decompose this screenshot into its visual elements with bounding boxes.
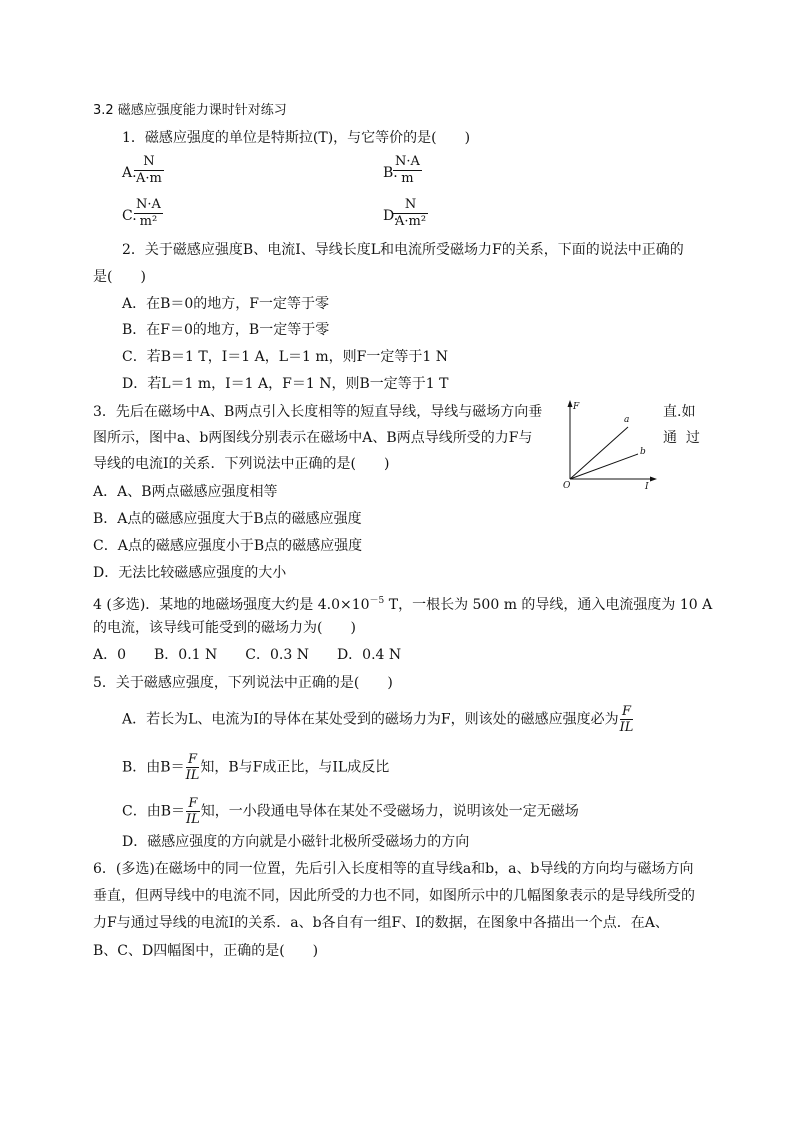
q2-stem-line1: 2．关于磁感应强度B、电流I、导线长度L和电流所受磁场力F的关系，下面的说法中正确的 <box>122 242 684 258</box>
q2-option-d: D．若L＝1 m，I＝1 A，F＝1 N，则B一定等于1 T <box>122 376 449 392</box>
q5-c-frac-num: F <box>188 796 198 811</box>
q2-option-c: C．若B＝1 T，I＝1 A，L＝1 m，则F一定等于1 N <box>122 349 448 365</box>
q5-b-frac-num: F <box>187 752 197 767</box>
q3-graph-line-a-label: a <box>624 415 630 425</box>
q2-option-a: A．在B＝0的地方，F一定等于零 <box>122 296 330 312</box>
q3-stem-line2: 图所示，图中a、b两图线分别表示在磁场中A、B两点导线所受的力F与 <box>93 430 533 446</box>
q1-c-denominator: m² <box>134 213 163 230</box>
q4-stem-line1-pre: 4 (多选)．某地的地磁场强度大约是 4.0×10 <box>93 597 370 613</box>
q5-option-c-post: 知，一小段通电导体在某处不受磁场力，说明该处一定无磁场 <box>200 803 579 820</box>
q1-option-c-label: C. <box>122 208 137 224</box>
q3-graph-line-a <box>570 427 628 479</box>
q5-option-c-pre: C．由B＝ <box>122 803 185 820</box>
q3-graph-y-arrow <box>568 400 573 407</box>
q4-exponent: －5 <box>369 596 385 606</box>
q1-option-b-fraction <box>393 154 422 187</box>
q4-stem-line2: 的电流，该导线可能受到的磁场力为( ) <box>93 620 356 636</box>
q6-stem-line1: 6．(多选)在磁场中的同一位置，先后引入长度相等的直导线a和b，a、b导线的方向均与磁场方向 <box>93 861 694 877</box>
q2-option-b: B．在F＝0的地方，B一定等于零 <box>122 322 330 338</box>
q3-stem-line1: 3．先后在磁场中A、B两点引入长度相等的短直导线，导线与磁场方向垂 <box>93 404 543 420</box>
q1-option-a-fraction <box>134 154 164 187</box>
q5-option-b-fraction <box>186 752 200 783</box>
q5-option-c <box>122 796 579 827</box>
q1-stem: 1．磁感应强度的单位是特斯拉(T)，与它等价的是( ) <box>122 130 471 146</box>
q4-stem-line1-post: T，一根长为 500 m 的导线，通入电流强度为 10 A <box>384 597 713 613</box>
q6-stem-line4: B、C、D四幅图中，正确的是( ) <box>93 943 319 959</box>
q1-d-numerator: N <box>404 197 417 212</box>
q2-stem-line2: 是( ) <box>93 269 146 285</box>
q5-stem: 5．关于磁感应强度，下列说法中正确的是( ) <box>93 675 393 691</box>
q3-stem-line1-tail: 直.如 <box>663 404 696 420</box>
q5-option-b <box>122 752 389 783</box>
q3-option-d: D．无法比较磁感应强度的大小 <box>93 565 287 581</box>
q1-c-numerator: N·A <box>136 197 161 212</box>
q4-options: A．0 B．0.1 N C．0.3 N D．0.4 N <box>93 647 402 663</box>
q1-option-d-label: D. <box>383 208 399 224</box>
q5-option-a <box>122 704 634 735</box>
q3-graph-origin-label: O <box>563 481 571 489</box>
q3-option-b: B．A点的磁感应强度大于B点的磁感应强度 <box>93 511 362 527</box>
q1-a-numerator: N <box>143 154 155 169</box>
q1-option-a-label: A. <box>122 165 137 181</box>
q5-a-frac-den: IL <box>619 720 634 735</box>
q3-graph-x-arrow <box>650 477 657 482</box>
q5-option-d: D．磁感应强度的方向就是小磁针北极所受磁场力的方向 <box>122 834 470 850</box>
q1-option-c-fraction <box>134 197 163 230</box>
q1-b-denominator: m <box>393 170 422 187</box>
page-title: 3.2 磁感应强度能力课时针对练习 <box>93 103 287 118</box>
q1-option-d-fraction <box>393 197 428 230</box>
q5-option-c-fraction <box>186 796 200 827</box>
q3-option-c: C．A点的磁感应强度小于B点的磁感应强度 <box>93 538 363 554</box>
q5-option-a-fraction <box>620 704 634 735</box>
q5-option-a-text: A．若长为L、电流为I的导体在某处受到的磁场力为F，则该处的磁感应强度必为 <box>122 711 619 728</box>
q5-option-b-pre: B．由B＝ <box>122 759 185 776</box>
q3-graph-line-b-label: b <box>640 447 646 457</box>
q5-option-b-post: 知，B与F成正比，与IL成反比 <box>200 759 390 776</box>
q3-graph-line-b <box>570 454 638 479</box>
q1-d-denominator: A·m² <box>395 214 427 229</box>
q1-b-numerator: N·A <box>395 154 420 169</box>
q1-a-denominator: A·m <box>136 171 162 186</box>
q6-stem-line3: 力F与通过导线的电流I的关系．a、b各自有一组F、I的数据，在图象中各描出一个点．在A、 <box>93 915 669 931</box>
q4-stem-line1 <box>93 591 712 615</box>
q5-a-frac-num: F <box>622 704 632 719</box>
q3-f-i-graph <box>562 397 662 489</box>
q6-stem-line2: 垂直，但两导线中的电流不同，因此所受的力也不同，如图所示中的几幅图象表示的是导线所受的 <box>93 888 695 904</box>
q3-stem-line2-tail: 通 过 <box>663 430 700 446</box>
q5-c-frac-den: IL <box>186 812 200 827</box>
q3-stem-line3: 导线的电流I的关系．下列说法中正确的是( ) <box>93 456 390 472</box>
q3-graph-y-label: F <box>573 402 580 412</box>
q3-graph-x-label: I <box>645 482 649 489</box>
q3-option-a: A．A、B两点磁感应强度相等 <box>93 484 278 500</box>
q5-b-frac-den: IL <box>185 768 200 783</box>
q1-option-b-label: B. <box>383 165 398 181</box>
